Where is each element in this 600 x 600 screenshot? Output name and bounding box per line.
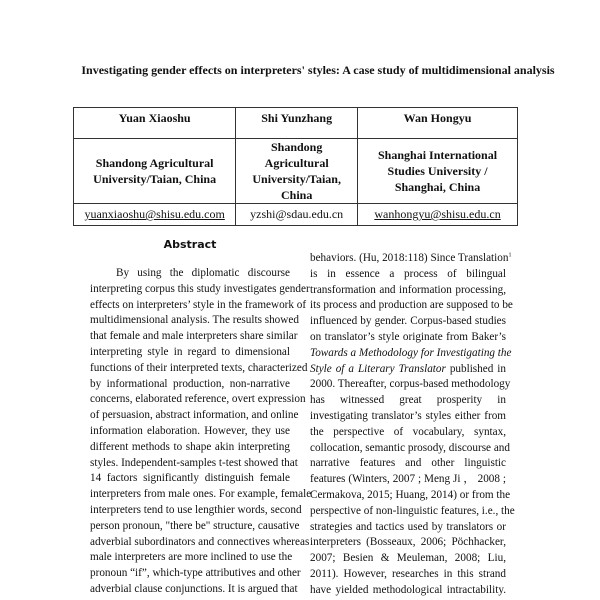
author-affiliation: Shandong Agricultural University/Taian, China [74, 139, 236, 204]
author-table [73, 107, 518, 226]
abstract-text [90, 266, 312, 598]
text-line: of persuasion, abstract information, and online [90, 409, 299, 422]
text-line: on translator’s style originate from Baker’s [310, 330, 506, 343]
text-line: By using the diplomatic discourse [116, 267, 290, 279]
author-email-link[interactable]: yuanxiaoshu@shisu.edu.com [84, 207, 225, 221]
text-line: investigating translator’s styles either from [310, 409, 506, 422]
text-line: concerns, elaborated reference, overt expression [90, 393, 306, 406]
paper-title: Investigating gender effects on interpreters' styles: A case study of multidimensional analysis [81, 63, 555, 77]
author-email: yzshi@sdau.edu.cn [250, 207, 344, 221]
text-line: 14 factors significantly distinguish female [90, 472, 290, 485]
text-line: multidimensional analysis. The results showed [90, 314, 299, 327]
author-name: Yuan Xiaoshu [74, 108, 236, 139]
text-line: Towards a Methodology for Investigating the [310, 346, 512, 359]
text-line: different methods to shape akin interpreting [90, 440, 290, 453]
text-line: strategies and tactics used by translators or [310, 520, 506, 533]
text-line: collocation, semantic prosody, discourse and [310, 441, 510, 454]
text-line: male interpreters are more inclined to use the [90, 551, 293, 564]
text-line: Style of a Literary Translator published in [310, 362, 506, 375]
author-affiliation: Shanghai International Studies University / Shanghai, China [358, 139, 518, 204]
text-line: functions of their interpreted texts, characterized [90, 361, 308, 374]
text-line: person pronoun, "there be" structure, causative [90, 519, 300, 532]
text-line: interpreting style in regard to dimensional [90, 345, 290, 358]
text-line: 2011). However, researches in this strand [310, 567, 506, 580]
text-line: narrative features and other linguistic [310, 457, 506, 470]
author-email-link[interactable]: wanhongyu@shisu.edu.cn [374, 207, 501, 221]
text-line: the perspective of vocabulary, syntax, [310, 425, 506, 438]
author-name: Wan Hongyu [358, 108, 518, 139]
text-line: effects on interpreters’ style in the framework of [90, 298, 307, 311]
text-line: interpreters from male ones. For example, female [90, 488, 312, 501]
text-line: styles. Independent-samples t-test showed that [90, 456, 298, 469]
text-line: 2007; Besien & Meuleman, 2008; Liu, [310, 552, 506, 565]
text-line: is in essence a process of bilingual [310, 267, 506, 280]
text-line: interpreters (Bosseaux, 2006; Pöchhacker, [310, 536, 506, 549]
text-line: its process and production are supposed to be [310, 299, 513, 312]
text-line: perspective of non-linguistic features, i.e., the [310, 504, 515, 517]
text-line: by informational production, non-narrative [90, 377, 290, 390]
text-line: behaviors. (Hu, 2018:118) Since Translation$^1$ [310, 252, 512, 264]
text-line: features (Winters, 2007 ; Meng Ji ， 2008 ; [310, 473, 506, 486]
text-line: have yielded methodological intractability. [310, 583, 506, 596]
text-line: influenced by gender. Corpus-based studies [310, 315, 506, 328]
author-affiliation: Shandong Agricultural University/Taian, China [236, 139, 358, 204]
text-line: Cermakova, 2015; Huang, 2014) or from the [310, 488, 511, 501]
text-line: that female and male interpreters share similar [90, 330, 298, 343]
text-line: has witnessed great prosperity in [310, 394, 506, 407]
text-line: interpreters tend to use lengthier words, second [90, 503, 302, 516]
author-name: Shi Yunzhang [236, 108, 358, 139]
text-line: adverbial subordinators and connectives whereas [90, 535, 310, 548]
text-line: transformation and information processing, [310, 283, 506, 296]
text-line: interpreting corpus this study investigates gender [90, 282, 310, 295]
body-text [310, 251, 515, 599]
text-line: adverbial clause conjunctions. It is argued that [90, 582, 298, 595]
text-line: 2000. Thereafter, corpus-based methodology [310, 378, 511, 391]
text-line: information elaboration. However, they use [90, 424, 290, 437]
abstract-heading: Abstract [163, 238, 217, 251]
text-line: pronoun “if”, which-type attributives and other [90, 567, 301, 580]
